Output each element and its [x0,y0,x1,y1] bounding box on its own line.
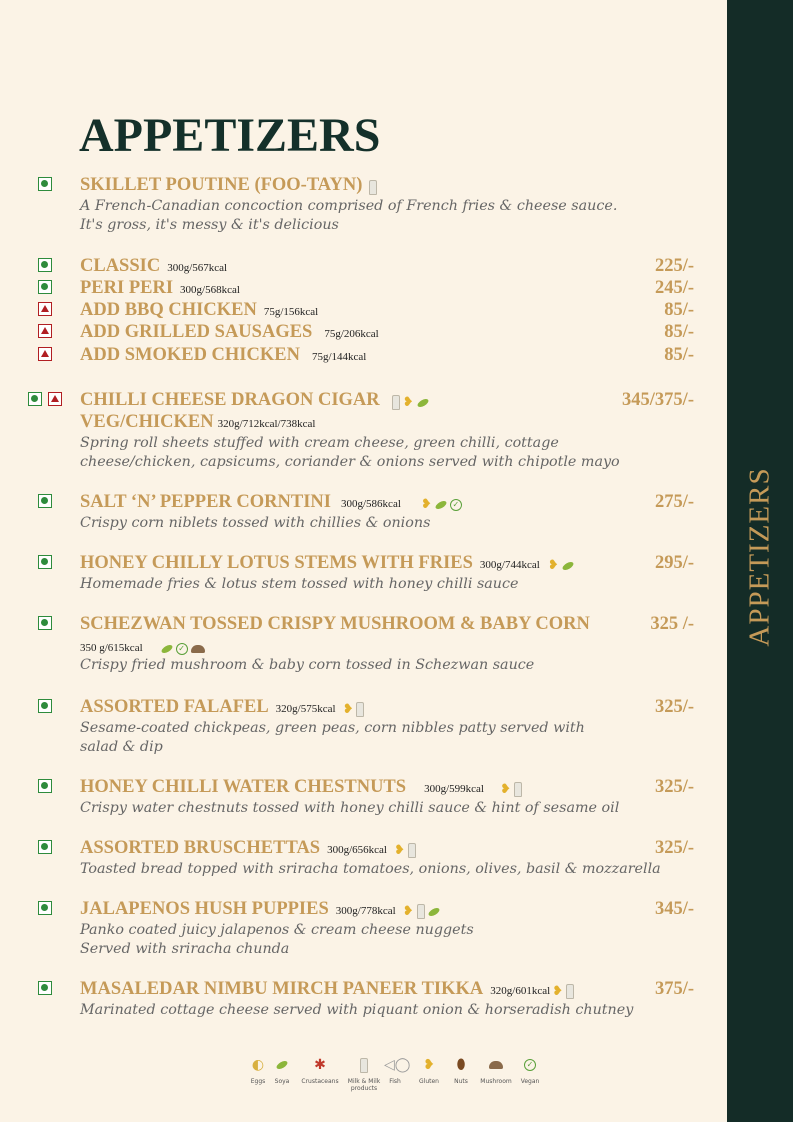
nonveg-marker-icon [48,392,62,406]
gluten-icon: ❥ [423,1057,435,1073]
item-description: cheese/chicken, capsicums, coriander & onions served with chipotle mayo [80,454,620,470]
allergen-icons [500,779,525,800]
milk-icon [369,180,377,195]
gluten-icon: ❥ [552,984,564,1000]
gluten-icon: ❥ [402,904,414,920]
milk-icon [566,984,574,999]
veg-marker-icon [38,616,52,630]
allergen-icons [343,699,368,720]
item-name: ADD SMOKED CHICKEN 75g/144kcal [80,345,367,365]
sidebar [727,0,793,1122]
menu-item [0,614,727,675]
item-price: 85/- [664,345,694,365]
menu-item [0,899,727,959]
item-price: 375/- [654,979,694,999]
gluten-icon: ❥ [402,395,414,411]
item-description: salad & dip [80,739,163,755]
item-price: 85/- [664,300,694,320]
legend-item: Milk & Milk products [346,1056,382,1092]
item-kcal: 300g/567kcal [167,262,228,274]
item-description: Crispy corn niblets tossed with chillies & onions [80,515,431,531]
milk-icon [356,702,364,717]
item-kcal: 320g/712kcal/738kcal [217,418,316,430]
item-name: SALT ‘N’ PEPPER CORNTINI 300g/586kcal ❥ ✓ [80,492,465,515]
nonveg-marker-icon [38,324,52,338]
gluten-icon: ❥ [499,782,511,798]
veg-marker-icon [38,494,52,508]
allergen-icons [392,392,432,413]
page-title: APPETIZERS [79,109,381,162]
legend-item: ⬮ Nuts [451,1056,471,1085]
legend-item: ◐ Eggs [248,1056,268,1085]
milk-icon [417,904,425,919]
milk-icon [346,1056,382,1074]
item-price: 345/- [654,899,694,919]
vegan-icon: ✓ [450,499,462,511]
item-description: Panko coated juicy jalapenos & cream cheese nuggets [80,922,474,938]
fish-icon: ◁◯ [384,1057,411,1073]
milk-icon [392,395,400,410]
soya-icon [272,1056,292,1074]
item-description: Homemade fries & lotus stem tossed with honey chilli sauce [80,576,519,592]
soya-icon [416,397,429,408]
soya-icon [160,643,173,654]
veg-marker-icon [38,258,52,272]
nonveg-marker-icon [38,302,52,316]
item-price: 245/- [654,278,694,298]
item-kcal: 300g/778kcal [335,905,396,917]
egg-icon: ◐ [251,1057,265,1073]
veg-marker-icon [38,699,52,713]
allergen-icons [161,638,208,658]
legend-item: ◁◯ Fish [384,1057,411,1085]
item-description: Spring roll sheets stuffed with cream cheese, green chilli, cottage [80,435,559,451]
legend-item: ✓ Vegan [518,1056,542,1085]
item-kcal: 300g/586kcal [341,498,401,510]
item-price: 325/- [654,777,694,797]
gluten-icon: ❥ [342,702,354,718]
menu-item [0,345,727,367]
allergen-icons [369,177,380,198]
item-name: SCHEZWAN TOSSED CRISPY MUSHROOM & BABY CORN [80,614,590,634]
menu-item [0,322,727,344]
item-name: JALAPENOS HUSH PUPPIES 300g/778kcal ❥ [80,899,443,922]
item-description: It's gross, it's messy & it's delicious [80,217,339,233]
crab-icon: ✱ [314,1057,326,1073]
item-price: 345/375/- [622,390,694,410]
legend-item: Soya [272,1056,292,1085]
menu-item [0,256,727,278]
item-kcal: 75g/156kcal [263,306,319,318]
menu-item [0,390,727,472]
item-name: MASALEDAR NIMBU MIRCH PANEER TIKKA 320g/601kcal ❥ [80,979,577,1002]
menu-item [0,492,727,533]
veg-marker-icon [28,392,42,406]
soya-icon [427,906,440,917]
legend-item: ❥ Gluten [416,1056,442,1085]
veg-marker-icon [38,177,52,191]
allergen-icons [403,901,443,922]
mushroom-icon [191,645,205,653]
item-name: ASSORTED FALAFEL 320g/575kcal ❥ [80,697,367,720]
item-price: 225/- [654,256,694,276]
item-name: CHILLI CHEESE DRAGON CIGAR ❥ [80,390,432,413]
menu-item [0,278,727,300]
item-price: 325/- [654,697,694,717]
veg-marker-icon [38,280,52,294]
item-description: Served with sriracha chunda [80,941,290,957]
nonveg-marker-icon [38,347,52,361]
item-kcal: 320g/575kcal [275,703,336,715]
gluten-icon: ❥ [547,558,559,574]
gluten-icon: ❥ [420,497,432,513]
item-description: Sesame-coated chickpeas, green peas, corn nibbles patty served with [80,720,585,736]
item-description: Crispy water chestnuts tossed with honey chilli sauce & hint of sesame oil [80,800,620,816]
menu-item [0,175,727,235]
vegan-icon: ✓ [176,643,188,655]
item-kcal: 320g/601kcal [490,985,551,997]
item-name: PERI PERI 300g/568kcal [80,278,240,298]
item-kcal: 300g/568kcal [180,284,240,296]
menu-item [0,838,727,879]
item-name: ADD BBQ CHICKEN 75g/156kcal [80,300,319,320]
kcal-line [80,636,727,656]
item-price: 295/- [654,553,694,573]
legend-item: ✱ Crustaceans [298,1056,342,1085]
menu-item [0,300,727,322]
legend-item: Mushroom [476,1056,516,1085]
item-description: A French-Canadian concoction comprised of French fries & cheese sauce. [80,198,618,214]
item-name: SKILLET POUTINE (FOO-TAYN) [80,175,380,198]
vegan-icon: ✓ [518,1056,542,1074]
mushroom-icon [476,1056,516,1074]
nuts-icon: ⬮ [456,1057,466,1073]
item-kcal: 350 g/615kcal [80,642,143,654]
item-name: HONEY CHILLI WATER CHESTNUTS 300g/599kcal ❥ [80,777,525,800]
item-kcal: 75g/206kcal [324,328,379,340]
milk-icon [514,782,522,797]
item-price: 325/- [654,838,694,858]
item-kcal: 300g/599kcal [424,783,484,795]
item-price: 275/- [654,492,694,512]
allergen-icons [394,840,419,861]
veg-marker-icon [38,840,52,854]
item-description: Crispy fried mushroom & baby corn tossed in Schezwan sauce [80,657,535,673]
sidebar-title: APPETIZERS [743,467,776,647]
menu-item [0,979,727,1020]
allergen-icons [552,981,577,1002]
milk-icon [408,843,416,858]
item-price: 325 /- [650,614,694,634]
item-name: HONEY CHILLY LOTUS STEMS WITH FRIES 300g/744kcal ❥ [80,553,577,576]
soya-icon [561,560,574,571]
gluten-icon: ❥ [393,843,405,859]
allergen-icons [421,494,465,515]
veg-marker-icon [38,779,52,793]
menu-item [0,697,727,757]
menu-item [0,777,727,818]
item-kcal: 300g/656kcal [327,844,387,856]
item-name: ADD GRILLED SAUSAGES 75g/206kcal [80,322,379,342]
allergen-icons [548,555,577,576]
item-kcal: 300g/744kcal [479,559,540,571]
item-description: Marinated cottage cheese served with piquant onion & horseradish chutney [80,1002,634,1018]
item-name: VEG/CHICKEN 320g/712kcal/738kcal [80,412,316,432]
item-name: CLASSIC 300g/567kcal [80,256,228,276]
soya-icon [434,499,447,510]
item-description: Toasted bread topped with sriracha tomatoes, onions, olives, basil & mozzarella [80,861,661,877]
menu-item [0,553,727,594]
item-price: 85/- [664,322,694,342]
veg-marker-icon [38,901,52,915]
item-name: ASSORTED BRUSCHETTAS 300g/656kcal ❥ [80,838,419,861]
item-kcal: 75g/144kcal [311,351,367,363]
veg-marker-icon [38,981,52,995]
veg-marker-icon [38,555,52,569]
